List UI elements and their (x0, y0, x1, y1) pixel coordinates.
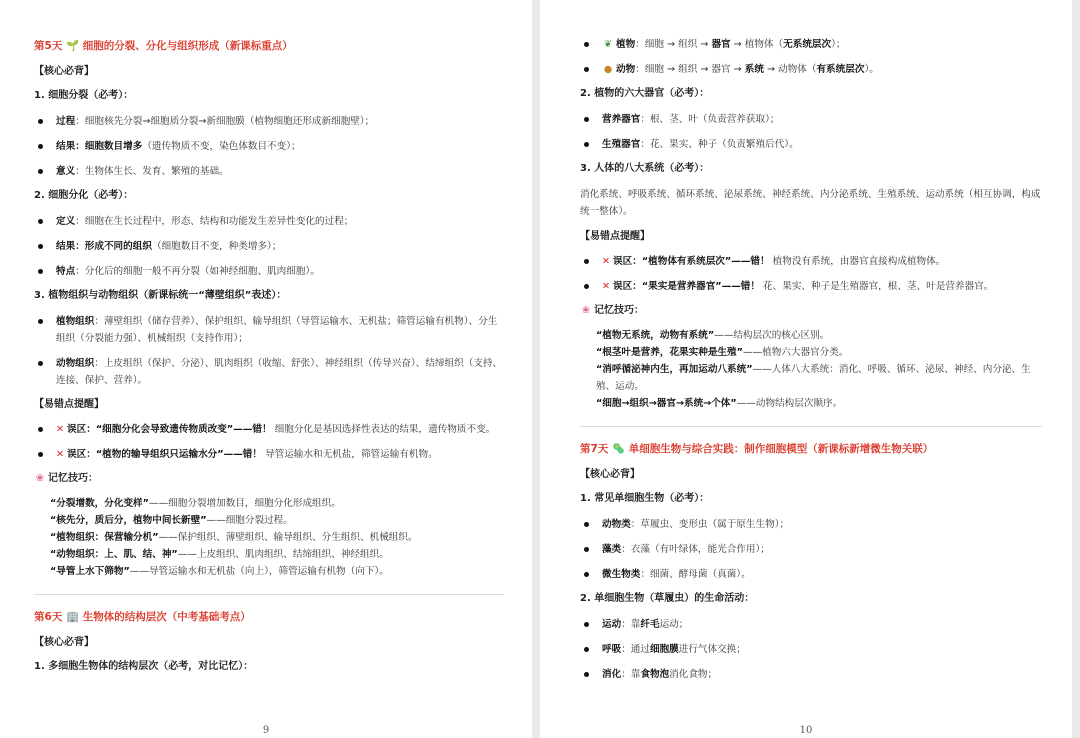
section-life-activities: 2. 单细胞生物（草履虫）的生命活动： (580, 593, 755, 604)
day7-title: 第7天 🦠 单细胞生物与综合实践：制作细胞模型（新课标新增微生物关联） (580, 443, 934, 455)
list-item: ✕ 误区：“细胞分化会导致遗传物质改变”——错！ 细胞分化是基因选择性表达的结果，遗传物质不变。 (34, 421, 504, 438)
list-item: 消化：靠食物泡消化食物； (580, 666, 1042, 683)
core-label: 【核心必背】 (34, 66, 94, 77)
mistake-list (580, 253, 1042, 295)
cross-mark-icon: ✕ (602, 281, 611, 292)
section-single-cells: 1. 常见单细胞生物（必考）： (580, 493, 710, 504)
leaf-icon: ❦ (603, 39, 613, 50)
section-cell-division: 1. 细胞分裂（必考）： (34, 90, 134, 101)
memo-line: “植物组织：保营输分机”——保护组织、薄壁组织、输导组织、分生组织、机械组织。 (50, 532, 418, 543)
list-item: 结果：形成不同的组织（细胞数目不变，种类增多）； (34, 238, 504, 255)
list-item: 藻类：衣藻（有叶绿体，能光合作用）； (580, 541, 1042, 558)
human-systems-text: 消化系统、呼吸系统、循环系统、泌尿系统、神经系统、内分泌系统、生殖系统、运动系统（相互协调，构成统一整体）。 (580, 189, 1041, 217)
memo-line: “动物组织：上、肌、结、神”——上皮组织、肌肉组织、结缔组织、神经组织。 (50, 549, 389, 560)
tissues-list (34, 313, 504, 389)
list-item: 营养器官：根、茎、叶（负责营养获取）； (580, 111, 1042, 128)
list-item: ✕ 误区：“植物体有系统层次”——错！ 植物没有系统，由器官直接构成植物体。 (580, 253, 1042, 270)
structure-levels-list (580, 36, 1042, 78)
list-item: ❦ 植物：细胞 → 组织 → 器官 → 植物体（无系统层次）； (580, 36, 1042, 53)
memory-list (50, 495, 504, 580)
single-cells-list (580, 516, 1042, 583)
list-item: 结果：细胞数目增多（遗传物质不变，染色体数目不变）； (34, 138, 504, 155)
mistake-label: 【易错点提醒】 (34, 399, 104, 410)
list-item: 呼吸：通过细胞膜进行气体交换； (580, 641, 1042, 658)
list-item: 微生物类：细菌、酵母菌（真菌）。 (580, 566, 1042, 583)
dog-icon: ● (603, 64, 613, 75)
page-number: 10 (799, 725, 813, 736)
day5-title: 第5天 🌱 细胞的分裂、分化与组织形成（新课标重点） (34, 40, 293, 52)
list-item: 特点：分化后的细胞一般不再分裂（如神经细胞、肌肉细胞）。 (34, 263, 504, 280)
list-item: 动物组织：上皮组织（保护、分泌）、肌肉组织（收缩、舒张）、神经组织（传导兴奋）、结缔组织（支持、连接、保护、营养）。 (34, 355, 504, 389)
cross-mark-icon: ✕ (602, 256, 611, 267)
memory-heading: ❀ 记忆技巧： (35, 473, 98, 484)
section-structure-levels: 1. 多细胞生物体的结构层次（必考，对比记忆）： (34, 661, 254, 672)
section-cell-differentiation: 2. 细胞分化（必考）： (34, 190, 134, 201)
list-item: 定义：细胞在生长过程中，形态、结构和功能发生差异性变化的过程； (34, 213, 504, 230)
document-page-10 (540, 0, 1072, 738)
memo-line: “核先分，质后分，植物中间长新壁”——细胞分裂过程。 (50, 515, 293, 526)
memo-line: “消呼循泌神内生，再加运动八系统”——人体八大系统：消化、呼吸、循环、泌尿、神经、内分泌、生殖、运动。 (596, 364, 1031, 392)
memo-line: “导管上水下筛物”——导管运输水和无机盐（向上），筛管运输有机物（向下）。 (50, 566, 389, 577)
memo-line: “植物无系统，动物有系统”——结构层次的核心区别。 (596, 330, 830, 341)
list-item: 运动：靠纤毛运动； (580, 616, 1042, 633)
document-page-9 (0, 0, 532, 738)
section-tissues: 3. 植物组织与动物组织（新课标统一“薄壁组织”表述）： (34, 290, 287, 301)
memory-list (596, 327, 1042, 412)
mistake-label: 【易错点提醒】 (580, 231, 650, 242)
list-item: 生殖器官：花、果实、种子（负责繁殖后代）。 (580, 136, 1042, 153)
brain-icon: ❀ (581, 305, 591, 316)
life-activities-list (580, 616, 1042, 683)
brain-icon: ❀ (35, 473, 45, 484)
memo-line: “分裂增数，分化变样”——细胞分裂增加数目，细胞分化形成组织。 (50, 498, 341, 509)
list-item: 意义：生物体生长、发育、繁殖的基础。 (34, 163, 504, 180)
core-label: 【核心必背】 (34, 637, 94, 648)
cross-mark-icon: ✕ (56, 424, 65, 435)
cell-differentiation-list (34, 213, 504, 280)
list-item: 植物组织：薄壁组织（储存营养）、保护组织、输导组织（导管运输水、无机盐；筛管运输有机物）、分生组织（分裂能力强）、机械组织（支持作用）； (34, 313, 504, 347)
list-item: ✕ 误区：“植物的输导组织只运输水分”——错！ 导管运输水和无机盐，筛管运输有机物。 (34, 446, 504, 463)
page-number: 9 (262, 725, 270, 736)
list-item: ● 动物：细胞 → 组织 → 器官 → 系统 → 动物体（有系统层次）。 (580, 61, 1042, 78)
section-human-systems: 3. 人体的八大系统（必考）： (580, 163, 710, 174)
core-label: 【核心必背】 (580, 469, 640, 480)
cell-division-list (34, 113, 504, 180)
memo-line: “根茎叶是营养，花果实种是生殖”——植物六大器官分类。 (596, 347, 849, 358)
cross-mark-icon: ✕ (56, 449, 65, 460)
list-item: 过程：细胞核先分裂→细胞质分裂→新细胞膜（植物细胞还形成新细胞壁）； (34, 113, 504, 130)
divider (580, 426, 1042, 427)
section-plant-organs: 2. 植物的六大器官（必考）： (580, 88, 710, 99)
memo-line: “细胞→组织→器官→系统→个体”——动物结构层次顺序。 (596, 398, 843, 409)
divider (34, 594, 504, 595)
day6-title: 第6天 🏢 生物体的结构层次（中考基础考点） (34, 611, 251, 623)
memory-heading: ❀ 记忆技巧： (581, 305, 644, 316)
list-item: 动物类：草履虫、变形虫（属于原生生物）； (580, 516, 1042, 533)
plant-organs-list (580, 111, 1042, 153)
mistake-list (34, 421, 504, 463)
list-item: ✕ 误区：“果实是营养器官”——错！ 花、果实、种子是生殖器官，根、茎、叶是营养器官。 (580, 278, 1042, 295)
